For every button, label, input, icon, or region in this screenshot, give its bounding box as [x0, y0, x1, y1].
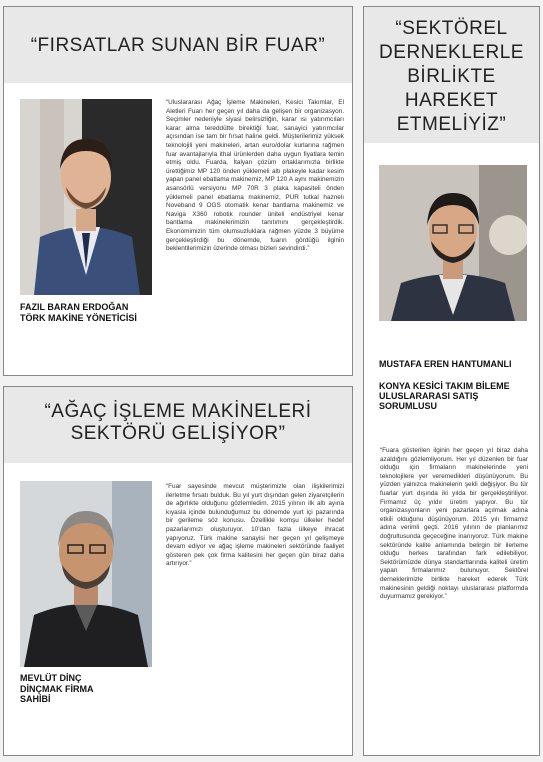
article-title-1: “FIRSATLAR SUNAN BİR FUAR”	[30, 35, 326, 56]
article-title-2: “SEKTÖREL DERNEKLERLE BİRLİKTE HAREKET ETMELİYİZ”	[379, 18, 524, 135]
article-title-3: “AĞAÇ İŞLEME MAKİNELERİ SEKTÖRÜ GELİŞİYOR”	[44, 401, 312, 444]
portrait-photo	[20, 481, 152, 667]
person-name-1: FAZIL BARAN ERDOĞAN	[20, 302, 129, 312]
article-quote-3: “Fuar sayesinde mevcut müşterimizle olan ilişkilerimizi ilerletme fırsatı bulduk. Bu yıl yurt dışından gelen ziyaretçilerin de ağırlıkte olduğunu gözlemledim. 2015 yılının ilk altı ayına kıyasla içinde bulunduğumuz bu dönemde yurt içi pazarında bir gerileme söz konusu. Özellikle komşu ülkeler hedef pazarlarımızı oluşturuyor. 10'dan fazla ülkeye ihracat yapıyoruz. Türk makine sanayisi her geçen yıl gelişmeye devam ediyor ve ağaç işleme makineleri sektöründe faaliyet gösteren pek çok firma kalitesini her geçen gün biraz daha artırıyor.”	[166, 483, 344, 568]
person-role-3: DİNÇMAK FİRMA SAHİBİ	[20, 684, 94, 704]
article-quote-2: “Fuara gösterilen ilginin her geçen yıl biraz daha azaldığını gözlemliyorum. Her yıl düzenlen bir fuar olduğu için firmaların makinelerinde yeni teknolojilere yer veremedikleri düşünüyorum. Bu yüzden yalnızca makinelerin şekli değişiyor. Bu tür fuarlar yurt dışında iki yılda bir gerçekleştiriliyor. Firmamız üç yıldır üretim yapıyor. Bu tür organizasyonların yeni pazarlara açılmak adına etkili olduğunu düşünüyorum. 2015 yılı firmamız adına verimli geçti. 2016 yılının de planlarımız doğrultusunda geçeceğine inanıyoruz. Türk makine sektöründe kalite anlamında belirgin bir ilerleme olduğu herkes tarafından fark edilebiliyor. Sektörümüzde dünya standartlarında kaliteli üretim yapan firmalarımız bulunuyor. Sektörel derneklerimizle birlikte hareket ederek Türk makinesinin geldiği noktayı uluslararası platformda duyurmamız gerekiyor.”	[380, 447, 528, 601]
person-role-1: TÖRK MAKİNE YÖNETİCİSİ	[20, 313, 137, 323]
portrait-photo	[379, 165, 527, 321]
portrait-photo	[20, 99, 152, 295]
person-role-2: KONYA KESİCİ TAKIM BİLEME ULUSLARARASI SATIŞ SORUMLUSU	[379, 381, 510, 411]
person-name-3: MEVLÜT DİNÇ	[20, 673, 82, 683]
article-box-2	[363, 6, 540, 756]
article-quote-1: “Uluslararası Ağaç İşleme Makineleri, Kesici Takımlar, El Aletleri Fuarı her geçen yıl daha da gelişen bir organizasyon. Seçimler nedeniyle siyasi belirsizliğin, karar ısı yatırımcıları karar alma tereddütte birektiği fuar, sanayici yatırımcılar açısından ise tam bir fırsat haline geldi. Müşterilerimiz yüksek teknolojili yeni makineleri, artan euro/dolar kurlarına rağmen fuar avantajlarıyla ithal ürünlerden daha uygun fiyatlara temin etmiş oldu. Fuarda, İtalyan çözüm ortaklarımızla birlikte ürettiğimiz MP 120 önden yüklemeli altı plakeyle kadar kesim yapan panel ebatlama makinemiz, MP 120 A aynı makinemizin asansörlü versiyonu MP 70R 3 plaka kapasiteli önden yüklemeli panel ebatlama makinemiz, PUR tutkal haznelı Noveband 9 OGS otomatik kenar bantlama makinemiz ve Naviga X360 robotik rounder üniteli endüstriyel kenar bantlama makinelerimizin tanıtımını gerçekleştirdik. Ekonomimizin tüm olumsuzluklara rağmen yüzde 3 büyüme gerçekleştirdiği bu dönemde, fuarın gördüğü ilginin beklentilerimizin üzerinde olması bizleri sevindirdi.”	[166, 99, 344, 253]
person-name-2: MUSTAFA EREN HANTUMANLI	[379, 359, 512, 369]
article-box-3	[3, 386, 353, 756]
article-box-1	[3, 6, 353, 376]
